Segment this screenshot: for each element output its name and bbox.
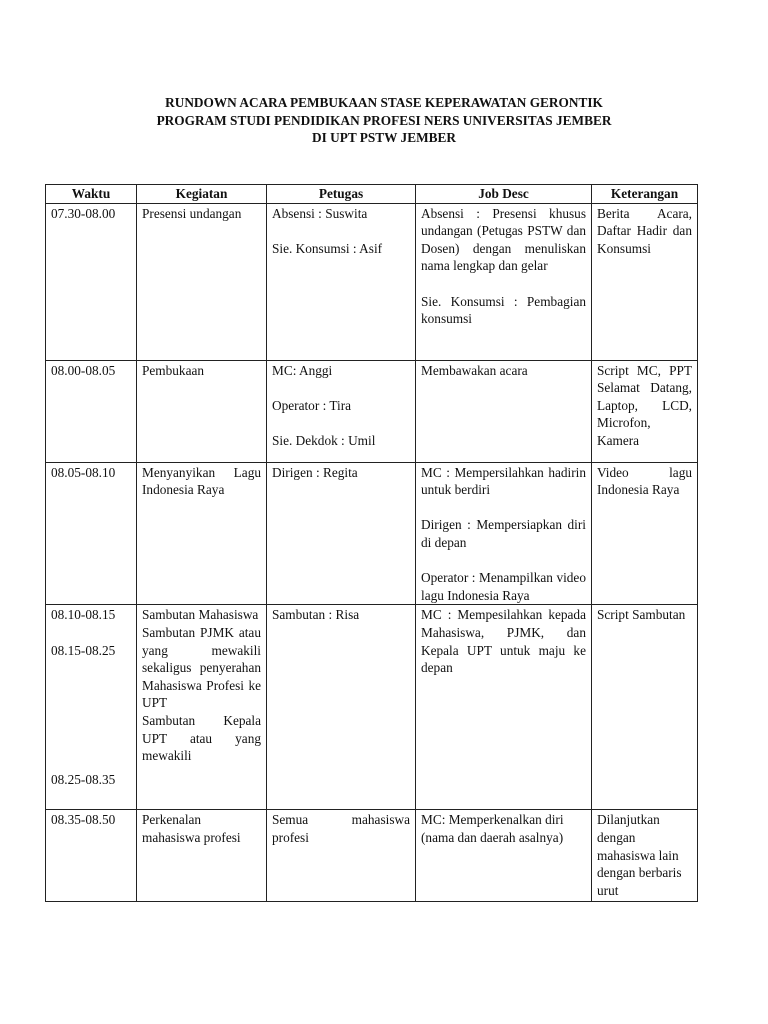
header-kegiatan: Kegiatan [137,185,267,204]
title-line-3: DI UPT PSTW JEMBER [312,130,456,145]
cell-job-desc [416,605,592,810]
cell-petugas [267,462,416,605]
kegiatan-text: Menyanyikan Lagu Indonesia Raya [142,464,261,498]
cell-job-desc [416,360,592,462]
table-header-row [46,185,698,204]
cell-petugas [267,605,416,810]
cell-kegiatan [137,462,267,605]
jobdesc-text: MC : Mempesilahkan kepada Mahasiswa, PJMK, dan Kepala UPT untuk maju ke depan [421,607,586,676]
cell-waktu [46,810,137,902]
table-row [46,605,698,810]
cell-keterangan [592,203,698,360]
waktu-text: 08.15-08.25 [51,642,116,658]
kegiatan-text: Sambutan Kepala UPT atau yang mewakili [142,712,261,764]
jobdesc-text: Membawakan acara [421,362,528,378]
jobdesc-text: Operator : Menampilkan video lagu Indonesia Raya [421,570,586,603]
petugas-text: Sie. Konsumsi : Asif [272,240,383,256]
petugas-text: MC: Anggi [272,362,333,378]
kegiatan-text: Perkenalan mahasiswa profesi [142,812,241,845]
cell-kegiatan [137,203,267,360]
table-row [46,203,698,360]
table-row [46,810,698,902]
waktu-text: 08.35-08.50 [51,812,116,828]
cell-waktu [46,360,137,462]
title-line-1: RUNDOWN ACARA PEMBUKAAN STASE KEPERAWATAN GERONTIK [165,95,603,110]
jobdesc-text: Sie. Konsumsi : Pembagian konsumsi [421,293,586,327]
cell-petugas [267,360,416,462]
cell-waktu [46,203,137,360]
waktu-text: 08.05-08.10 [51,464,116,480]
cell-job-desc [416,462,592,605]
header-job-desc: Job Desc [416,185,592,204]
kegiatan-text: Sambutan Mahasiswa [142,607,259,623]
document-title [0,94,768,147]
table-row [46,360,698,462]
cell-keterangan [592,810,698,902]
cell-petugas [267,203,416,360]
keterangan-text: Berita Acara, Daftar Hadir dan Konsumsi [597,205,692,256]
jobdesc-text: Dirigen : Mempersiapkan diri di depan [421,517,586,550]
petugas-text: Sie. Dekdok : Umil [272,432,376,448]
header-waktu: Waktu [46,185,137,204]
petugas-text: Dirigen : Regita [272,464,358,480]
kegiatan-text: Presensi undangan [142,205,242,221]
petugas-text: Absensi : Suswita [272,205,368,221]
cell-keterangan [592,605,698,810]
waktu-text: 08.00-08.05 [51,362,116,378]
jobdesc-text: MC: Memperkenalkan diri (nama dan daerah asalnya) [421,812,564,845]
cell-job-desc [416,810,592,902]
header-keterangan: Keterangan [592,185,698,204]
cell-kegiatan [137,605,267,810]
kegiatan-text: Pembukaan [142,362,205,378]
waktu-text: 08.10-08.15 [51,607,116,623]
petugas-text: Semua mahasiswa profesi [272,812,410,845]
cell-waktu [46,605,137,810]
keterangan-text: Video lagu Indonesia Raya [597,464,692,498]
jobdesc-text: Absensi : Presensi khusus undangan (Petugas PSTW dan Dosen) dengan menuliskan nama lengkap dan gelar [421,205,586,274]
petugas-text: Operator : Tira [272,397,352,413]
cell-keterangan [592,462,698,605]
cell-keterangan [592,360,698,462]
keterangan-text: Dilanjutkan dengan mahasiswa lain dengan berbaris urut [597,812,682,898]
cell-job-desc [416,203,592,360]
cell-kegiatan [137,360,267,462]
header-petugas: Petugas [267,185,416,204]
petugas-text: Sambutan : Risa [272,607,360,623]
cell-petugas [267,810,416,902]
keterangan-text: Script Sambutan [597,607,686,623]
waktu-text: 07.30-08.00 [51,205,116,221]
waktu-text: 08.25-08.35 [51,772,116,788]
rundown-table [45,184,698,902]
cell-kegiatan [137,810,267,902]
cell-waktu [46,462,137,605]
jobdesc-text: MC : Mempersilahkan hadirin untuk berdiri [421,464,586,498]
kegiatan-text: Sambutan PJMK atau yang mewakili sekaligus penyerahan Mahasiswa Profesi ke UPT [142,624,261,711]
keterangan-text: Script MC, PPT Selamat Datang, Laptop, LCD, Microfon, Kamera [597,362,692,448]
table-row [46,462,698,605]
title-line-2: PROGRAM STUDI PENDIDIKAN PROFESI NERS UNIVERSITAS JEMBER [156,112,612,128]
